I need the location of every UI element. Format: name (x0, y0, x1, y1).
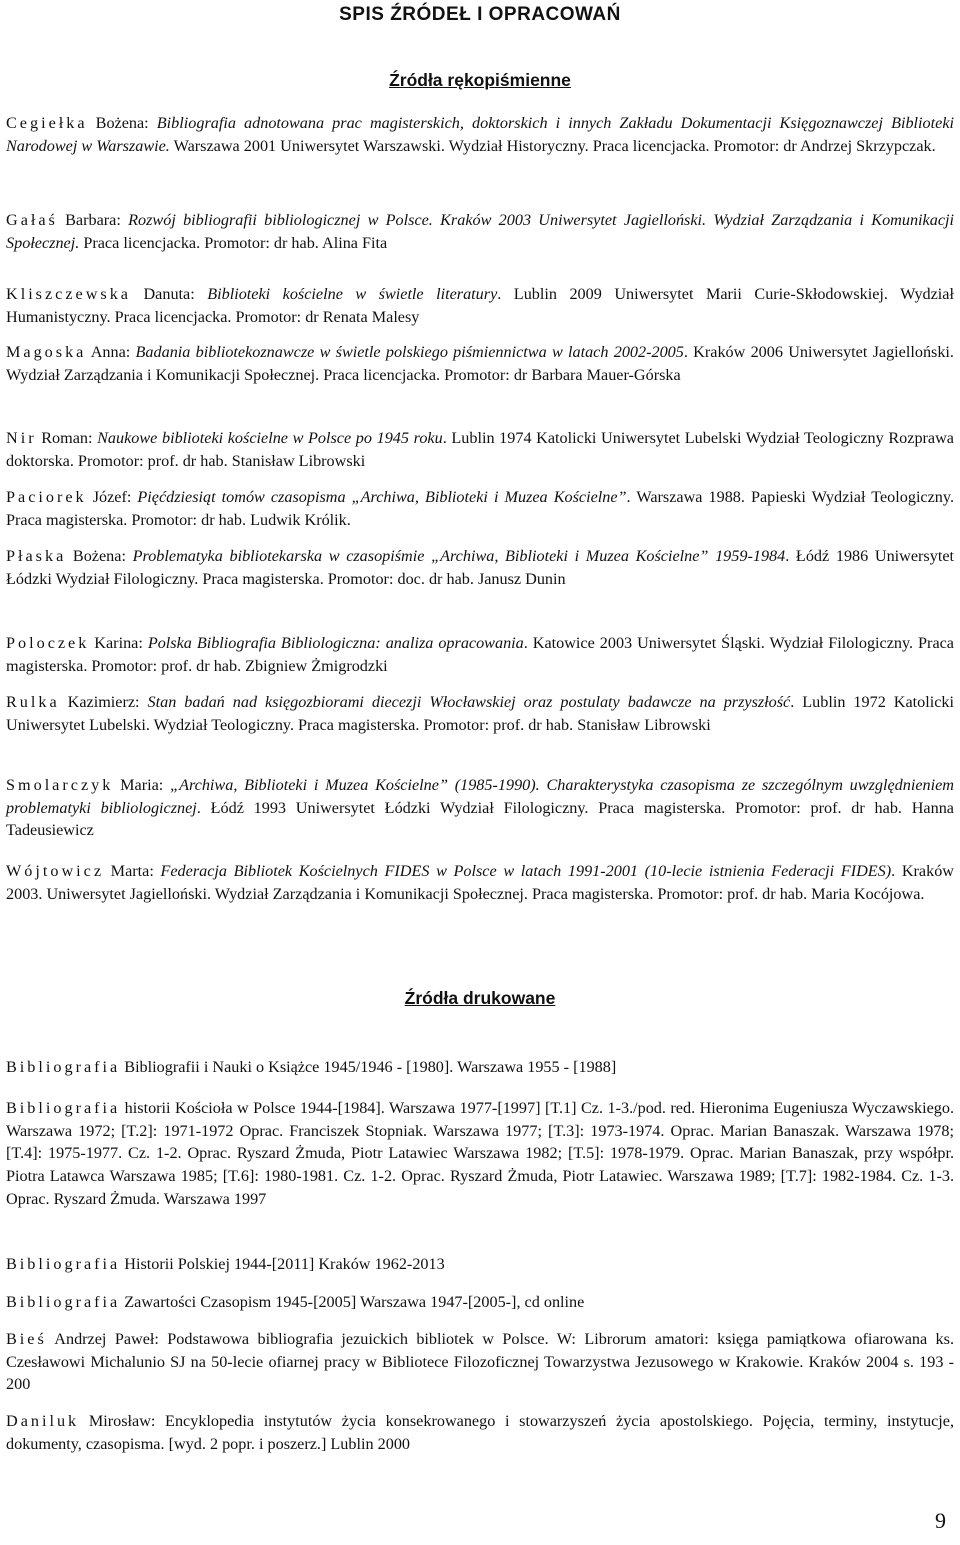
work-title: Federacja Bibliotek Kościelnych FIDES w Polsce w latach 1991-2001 (10-lecie istnienia Federacji FIDES) (160, 862, 892, 880)
work-title: Badania bibliotekoznawcze w świetle polskiego piśmiennictwa w latach 2002-2005 (135, 343, 684, 361)
work-title: Problematyka bibliotekarska w czasopiśmie „Archiwa, Biblioteki i Muzea Kościelne” 1959-1984 (132, 547, 786, 565)
work-title: Rozwój bibliografii bibliologicznej w Polsce. Kraków 2003 Uniwersytet Jagielloński. Wydział Zarządzania i Komunikacji Społecznej. (6, 211, 955, 252)
author-surname: Cegiełka (6, 114, 88, 132)
bibliography-entry (6, 486, 954, 531)
author-surname: Smolarczyk (6, 776, 114, 794)
author-surname: Bieś (6, 1330, 47, 1348)
author-surname: Magoska (6, 343, 87, 361)
author-rest: Bożena: (66, 547, 133, 565)
entry-details: . Łódź 1986 Uniwersytet Łódzki Wydział Filologiczny. Praca magisterska. Promotor: doc. dr hab. Janusz Dunin (6, 547, 954, 588)
author-rest: Barbara: (57, 211, 129, 229)
bibliography-entry (6, 860, 954, 905)
author-surname: Gałaś (6, 211, 58, 229)
author-surname: Bibliografia (6, 1099, 121, 1117)
author-surname: Wójtowicz (6, 862, 105, 880)
author-surname: Nir (6, 429, 37, 447)
bibliography-entry (6, 1097, 954, 1211)
author-surname: Bibliografia (6, 1293, 121, 1311)
page-number: 9 (935, 1508, 946, 1533)
entry-details: . Kraków 2003. Uniwersytet Jagielloński. Wydział Zarządzania i Komunikacji Społecznej. Praca magisterska. Promotor: prof. dr hab. Maria Kocójowa. (6, 862, 954, 903)
section-heading-printed: Źródła drukowane (404, 988, 556, 1008)
page-title: SPIS ŹRÓDEŁ I OPRACOWAŃ (339, 4, 621, 25)
work-title: Polska Bibliografia Bibliologiczna: analiza opracowania (147, 634, 524, 652)
work-title: Bibliografia adnotowana prac magisterskich, doktorskich i innych Zakładu Dokumentacji Księgoznawczej Biblioteki Narodowej w Warszawie. (6, 114, 955, 155)
entry-details: . Lublin 2009 Uniwersytet Marii Curie-Skłodowskiej. Wydział Humanistyczny. Praca licencjacka. Promotor: dr Renata Malesy (6, 285, 954, 326)
author-rest: Roman: (36, 429, 98, 447)
entry-details: . Warszawa 1988. Papieski Wydział Teologiczny. Praca magisterska. Promotor: dr hab. Ludwik Królik. (6, 488, 954, 529)
author-surname: Poloczek (6, 634, 90, 652)
author-rest: historii Kościoła w Polsce 1944-[1984]. Warszawa 1977-[1997] [T.1] Cz. 1-3./pod. red. Hieronima Eugeniusza Wyczawskiego. Warszawa 1972; [T.2]: 1971-1972 Oprac. Franciszek Stopniak. Warszawa 1977; [T.3]: 1973-1974. Oprac. Marian Banaszak. Warszawa 1978; [T.4]: 1975-1977. Cz. 1-2. Oprac. Ryszard Żmuda, Piotr Latawiec Warszawa 1982; [T.5]: 1978-1979. Oprac. Marian Banaszak, przy współpr. Piotra Latawca Warszawa 1985; [T.6]: 1980-1981. Cz. 1-2. Oprac. Ryszard Żmuda, Piotr Latawiec. Warszawa 1989; [T.7]: 1982-1984. Cz. 1-3. Oprac. Ryszard Żmuda. Warszawa 1997 (6, 1099, 954, 1208)
author-rest: Zawartości Czasopism 1945-[2005] Warszawa 1947-[2005-], cd online (120, 1293, 585, 1311)
author-surname: Daniluk (6, 1412, 80, 1430)
entry-details: . Kraków 2006 Uniwersytet Jagielloński. Wydział Zarządzania i Komunikacji Społecznej. Praca licencjacka. Promotor: dr Barbara Mauer-Górska (6, 343, 954, 384)
bibliography-entry (6, 1253, 954, 1276)
entry-details: . Katowice 2003 Uniwersytet Śląski. Wydział Filologiczny. Praca magisterska. Promotor: prof. dr hab. Zbigniew Żmigrodzki (6, 634, 954, 675)
author-rest: Bożena: (87, 114, 157, 132)
entry-details: . Łódź 1993 Uniwersytet Łódzki Wydział Filologiczny. Praca magisterska. Promotor: prof. dr hab. Hanna Tadeusiewicz (6, 798, 954, 840)
author-rest: Bibliografii i Nauki o Książce 1945/1946 - [1980]. Warszawa 1955 - [1988] (120, 1058, 617, 1076)
entry-details: . Lublin 1974 Katolicki Uniwersytet Lubelski Wydział Teologiczny Rozprawa doktorska. Promotor: prof. dr hab. Stanisław Librowski (6, 429, 954, 470)
author-rest: Maria: (113, 776, 171, 794)
entry-details: Praca licencjacka. Promotor: dr hab. Alina Fita (79, 233, 388, 252)
author-surname: Płaska (6, 547, 67, 565)
author-rest: Mirosław: Encyklopedia instytutów życia konsekrowanego i stowarzyszeń życia apostolskiego. Pojęcia, terminy, instytucje, dokumenty, czasopisma. [wyd. 2 popr. i poszerz.] Lublin 2000 (6, 1412, 954, 1453)
author-rest: Danuta: (131, 285, 208, 303)
author-rest: Kazimierz: (59, 693, 148, 711)
author-rest: Karina: (89, 634, 148, 652)
author-rest: Marta: (104, 862, 161, 880)
work-title: Stan badań nad księgozbiorami diecezji Włocławskiej oraz postulaty badawcze na przyszłość (147, 693, 791, 711)
bibliography-entry (6, 691, 954, 736)
bibliography-entry (6, 427, 954, 472)
bibliography-entry (6, 774, 954, 842)
bibliography-entry (6, 1410, 954, 1455)
work-title: Biblioteki kościelne w świetle literatury (207, 285, 498, 303)
author-surname: Kliszczewska (6, 285, 131, 303)
author-rest: Andrzej Paweł: Podstawowa bibliografia jezuickich bibliotek w Polsce. W: Librorum amatori: księga pamiątkowa ofiarowana ks. Czesławowi Michalunio SJ na 50-lecie ofiarnej pracy w Bibliotece Filozoficznej Towarzystwa Jezusowego w Krakowie. Kraków 2004 s. 193 - 200 (6, 1330, 954, 1394)
entry-details: Warszawa 2001 Uniwersytet Warszawski. Wydział Historyczny. Praca licencjacka. Promotor: dr Andrzej Skrzypczak. (169, 136, 936, 155)
author-rest: Anna: (86, 343, 136, 361)
work-title: Pięćdziesiąt tomów czasopisma „Archiwa, Biblioteki i Muzea Kościelne” (137, 488, 627, 506)
work-title: Naukowe biblioteki kościelne w Polsce po 1945 roku (97, 429, 443, 447)
section-heading-manuscripts: Źródła rękopiśmienne (389, 70, 571, 90)
bibliography-entry (6, 283, 954, 328)
bibliography-entry (6, 112, 954, 157)
author-surname: Paciorek (6, 488, 87, 506)
bibliography-entry (6, 341, 954, 386)
work-title: „Archiwa, Biblioteki i Muzea Kościelne” (1985-1990). Charakterystyka czasopisma ze szczególnym uwzględnieniem problematyki bibliologicznej (6, 776, 954, 817)
bibliography-entry (6, 1291, 954, 1314)
author-surname: Bibliografia (6, 1255, 121, 1273)
bibliography-entry (6, 1056, 954, 1079)
bibliography-entry (6, 632, 954, 677)
author-rest: Józef: (86, 488, 138, 506)
bibliography-entry (6, 1328, 954, 1396)
entry-details: . Lublin 1972 Katolicki Uniwersytet Lubelski. Wydział Teologiczny. Praca magisterska. Promotor: prof. dr hab. Stanisław Librowski (6, 693, 955, 734)
author-rest: Historii Polskiej 1944-[2011] Kraków 1962-2013 (120, 1255, 445, 1273)
author-surname: Bibliografia (6, 1058, 121, 1076)
bibliography-entry (6, 209, 954, 254)
author-surname: Rulka (6, 693, 60, 711)
bibliography-entry (6, 545, 954, 590)
